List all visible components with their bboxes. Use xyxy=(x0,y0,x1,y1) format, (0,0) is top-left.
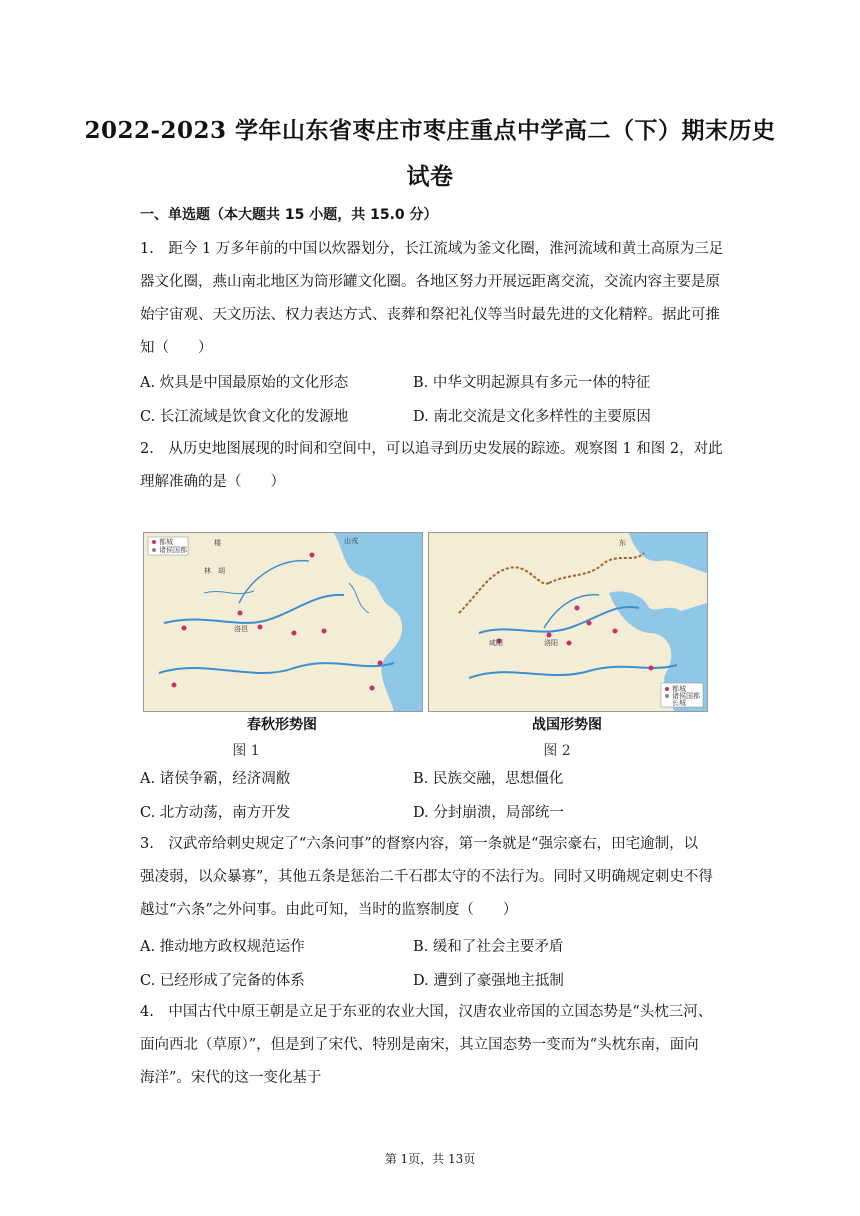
question-1 xyxy=(140,233,750,365)
q3-option-b: B. 缓和了社会主要矛盾 xyxy=(413,939,564,955)
svg-text:东: 东 xyxy=(619,539,626,547)
question-1-line: 知（ ） xyxy=(140,340,213,356)
document-title-line2: 试卷 xyxy=(406,163,454,190)
section-heading: 一、单选题（本大题共 15 小题，共 15.0 分） xyxy=(140,207,438,223)
svg-text:长城: 长城 xyxy=(672,699,686,707)
q1-option-a: A. 炊具是中国最原始的文化形态 xyxy=(140,375,349,391)
q1-option-b: B. 中华文明起源具有多元一体的特征 xyxy=(413,375,651,391)
q3-option-c: C. 已经形成了完备的体系 xyxy=(140,973,305,989)
question-2-line: 2. 从历史地图展现的时间和空间中，可以追寻到历史发展的踪迹。观察图 1 和图 2，对此 xyxy=(140,441,723,457)
document-title-line1: 2022-2023 学年山东省枣庄市枣庄重点中学高二（下）期末历史 xyxy=(84,117,776,144)
svg-text:洛阳: 洛阳 xyxy=(544,639,558,647)
question-3-line: 强凌弱，以众暴寡”，其他五条是惩治二千石郡太守的不法行为。同时又明确规定刺史不得 xyxy=(140,869,713,885)
q2-option-a: A. 诸侯争霸，经济凋敝 xyxy=(140,771,291,787)
question-1-line: 1. 距今 1 万多年前的中国以炊器划分，长江流域为釜文化圈，淮河流域和黄土高原为三足 xyxy=(140,241,724,257)
q1-option-c: C. 长江流域是饮食文化的发源地 xyxy=(140,409,349,425)
figure-1-caption: 图 1 xyxy=(232,743,260,759)
question-2-line: 理解准确的是（ ） xyxy=(140,474,285,490)
q2-option-b: B. 民族交融，思想僵化 xyxy=(413,771,564,787)
q3-option-d: D. 遭到了豪强地主抵制 xyxy=(413,973,564,989)
page-footer: 第 1页，共 13页 xyxy=(384,1152,476,1166)
question-4-line: 面向西北（草原）”，但是到了宋代、特别是南宋，其立国态势一变而为“头枕东南，面向 xyxy=(140,1037,699,1053)
question-4-line: 海洋”。宋代的这一变化基于 xyxy=(140,1070,322,1086)
question-3-line: 3. 汉武帝给刺史规定了“六条问事”的督察内容，第一条就是“强宗豪右，田宅逾制，以 xyxy=(140,836,699,852)
question-4 xyxy=(140,996,750,1095)
question-1-line: 始宇宙观、天文历法、权力表达方式、丧葬和祭祀礼仪等当时最先进的文化精粹。据此可推 xyxy=(140,307,720,323)
warring-states-map xyxy=(428,532,708,712)
spring-autumn-map xyxy=(143,532,423,712)
question-3-line: 越过“六条”之外问事。由此可知，当时的监察制度（ ） xyxy=(140,902,518,918)
svg-text:诸侯国都: 诸侯国都 xyxy=(672,692,700,700)
svg-text:都城: 都城 xyxy=(159,538,173,546)
svg-text:楼: 楼 xyxy=(214,539,221,547)
q2-option-c: C. 北方动荡，南方开发 xyxy=(140,805,291,821)
q3-option-a: A. 推动地方政权规范运作 xyxy=(140,939,305,955)
map2-title: 战国形势图 xyxy=(532,717,602,733)
svg-text:洛邑: 洛邑 xyxy=(234,625,248,633)
question-2 xyxy=(140,433,750,499)
q1-option-d: D. 南北交流是文化多样性的主要原因 xyxy=(413,409,651,425)
svg-text:山戎: 山戎 xyxy=(344,537,358,545)
svg-text:咸阳: 咸阳 xyxy=(489,639,503,647)
warring-states-map-graphic xyxy=(429,533,707,711)
svg-text:都城: 都城 xyxy=(672,685,686,693)
figure-2-caption: 图 2 xyxy=(543,743,571,759)
question-4-line: 4. 中国古代中原王朝是立足于东亚的农业大国，汉唐农业帝国的立国态势是“头枕三河、 xyxy=(140,1004,713,1020)
svg-text:林 胡: 林 胡 xyxy=(204,567,225,575)
spring-autumn-map-graphic xyxy=(144,533,422,711)
map1-title: 春秋形势图 xyxy=(247,717,317,733)
question-3 xyxy=(140,828,750,927)
svg-text:诸侯国都: 诸侯国都 xyxy=(159,546,187,554)
q2-option-d: D. 分封崩溃，局部统一 xyxy=(413,805,564,821)
question-1-line: 器文化圈，燕山南北地区为筒形罐文化圈。各地区努力开展远距离交流，交流内容主要是原 xyxy=(140,274,720,290)
